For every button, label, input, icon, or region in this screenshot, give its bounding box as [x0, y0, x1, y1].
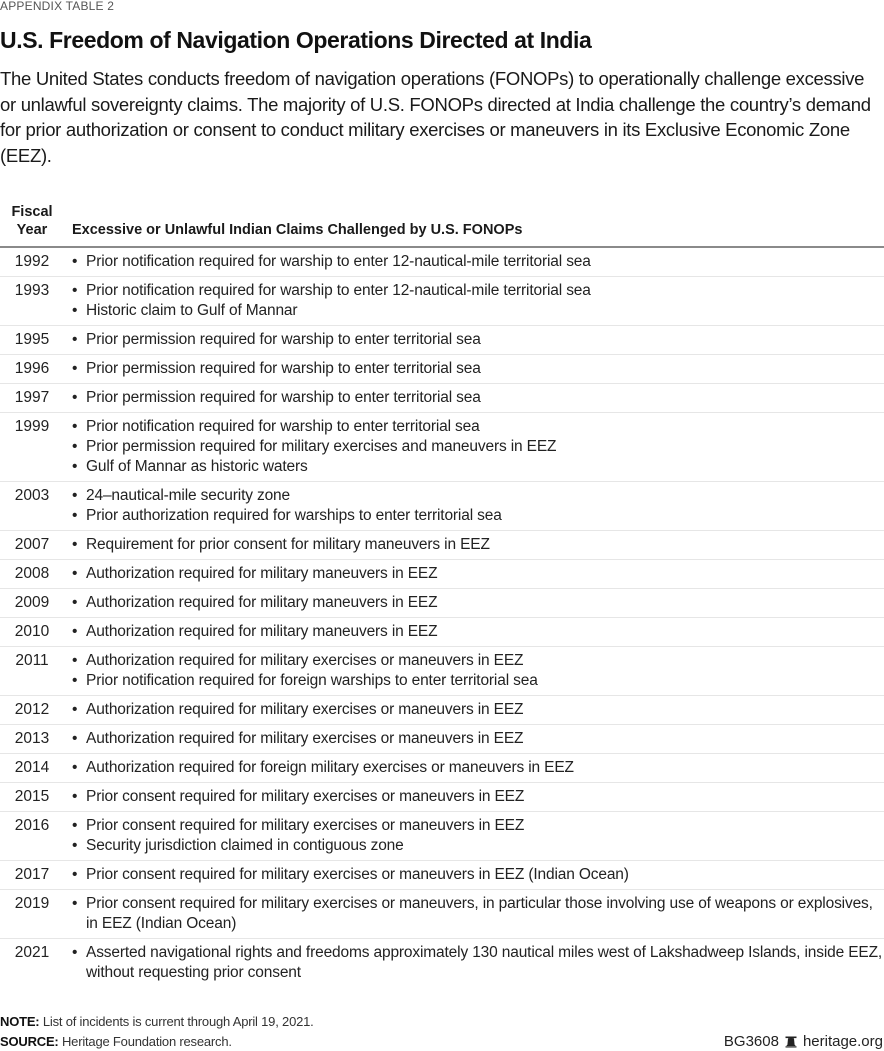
table-body [0, 248, 884, 987]
claim-item: • Gulf of Mannar as historic waters [72, 457, 884, 477]
claim-item: • Authorization required for military exercises or maneuvers in EEZ [72, 729, 884, 749]
column-header-fiscal-year: Fiscal Year [11, 204, 53, 238]
fiscal-year-cell: 2007 [14, 536, 50, 553]
fiscal-year-cell: 2014 [14, 759, 50, 776]
claim-item: • Requirement for prior consent for military maneuvers in EEZ [72, 535, 884, 555]
table-row [0, 277, 884, 326]
claim-item: • Prior authorization required for warships to enter territorial sea [72, 506, 884, 526]
table-row [0, 939, 884, 987]
source-text: Heritage Foundation research. [58, 1034, 232, 1049]
table-row [0, 696, 884, 725]
fiscal-year-cell: 2015 [14, 788, 50, 805]
claims-cell [64, 330, 884, 350]
fiscal-year-cell: 2010 [14, 623, 50, 640]
claims-cell [64, 865, 884, 885]
claim-item: • Prior notification required for warship to enter territorial sea [72, 417, 884, 437]
claim-item: • Prior permission required for warship to enter territorial sea [72, 359, 884, 379]
claims-cell [64, 943, 884, 983]
note-label: NOTE: [0, 1014, 40, 1029]
claim-item: • Prior notification required for foreign warships to enter territorial sea [72, 671, 884, 691]
claims-cell [64, 359, 884, 379]
claim-item: • 24–nautical-mile security zone [72, 486, 884, 506]
fiscal-year-cell: 1992 [14, 253, 50, 270]
footer-source [0, 1034, 232, 1049]
claims-cell [64, 593, 884, 613]
claim-item: • Prior notification required for warship to enter 12-nautical-mile territorial sea [72, 252, 884, 272]
claim-item: • Prior consent required for military exercises or maneuvers in EEZ [72, 787, 884, 807]
claim-item: • Prior consent required for military exercises or maneuvers in EEZ (Indian Ocean) [72, 865, 884, 885]
claim-item: • Authorization required for military exercises or maneuvers in EEZ [72, 651, 884, 671]
claims-cell [64, 894, 884, 934]
claim-item: • Asserted navigational rights and freedoms approximately 130 nautical miles west of Lakshadweep Islands, inside EEZ, without requesting prior consent [72, 943, 884, 983]
table-row [0, 248, 884, 277]
table-row [0, 482, 884, 531]
fiscal-year-cell: 1999 [14, 418, 50, 435]
claim-item: • Prior permission required for warship to enter territorial sea [72, 388, 884, 408]
fiscal-year-cell: 2019 [14, 895, 50, 912]
table-row [0, 618, 884, 647]
claims-cell [64, 417, 884, 477]
fonop-table [0, 203, 884, 987]
claims-cell [64, 758, 884, 778]
eyebrow-label: APPENDIX TABLE 2 [0, 0, 115, 13]
fiscal-year-cell: 1996 [14, 360, 50, 377]
claim-item: • Prior notification required for warship to enter 12-nautical-mile territorial sea [72, 281, 884, 301]
table-row [0, 560, 884, 589]
table-row [0, 861, 884, 890]
claims-cell [64, 700, 884, 720]
claim-item: • Prior permission required for warship to enter territorial sea [72, 330, 884, 350]
claims-cell [64, 622, 884, 642]
claims-cell [64, 388, 884, 408]
fiscal-year-cell: 2003 [14, 487, 50, 504]
claims-cell [64, 651, 884, 691]
table-row [0, 355, 884, 384]
claims-cell [64, 564, 884, 584]
claims-cell [64, 787, 884, 807]
fiscal-year-cell: 1993 [14, 282, 50, 299]
intro-paragraph: The United States conducts freedom of navigation operations (FONOPs) to operationally challenge excessive or unlawful sovereignty claims. The majority of U.S. FONOPs directed at India challenge the country’s demand for prior authorization or consent to conduct military exercises or maneuvers in its Exclusive Economic Zone (EEZ). [0, 68, 871, 166]
fiscal-year-cell: 2016 [14, 817, 50, 834]
fiscal-year-cell: 1995 [14, 331, 50, 348]
claim-item: • Authorization required for military exercises or maneuvers in EEZ [72, 700, 884, 720]
table-row [0, 754, 884, 783]
claims-cell [64, 535, 884, 555]
source-label: SOURCE: [0, 1034, 59, 1049]
table-row [0, 812, 884, 861]
claims-cell [64, 729, 884, 749]
table-row [0, 725, 884, 754]
fiscal-year-cell: 1997 [14, 389, 50, 406]
claim-item: • Historic claim to Gulf of Mannar [72, 301, 884, 321]
claims-cell [64, 816, 884, 856]
site-link[interactable]: heritage.org [802, 1033, 883, 1050]
brand-credit [724, 1033, 883, 1050]
fiscal-year-cell: 2012 [14, 701, 50, 718]
column-header-claims: Excessive or Unlawful Indian Claims Challenged by U.S. FONOPs [72, 222, 523, 238]
table-row [0, 531, 884, 560]
table-row [0, 326, 884, 355]
page-title: U.S. Freedom of Navigation Operations Directed at India [0, 27, 592, 53]
claim-item: • Security jurisdiction claimed in contiguous zone [72, 836, 884, 856]
claims-cell [64, 281, 884, 321]
claims-cell [64, 486, 884, 526]
claim-item: • Prior permission required for military exercises and maneuvers in EEZ [72, 437, 884, 457]
claims-cell [64, 252, 884, 272]
fiscal-year-cell: 2017 [14, 866, 50, 883]
fiscal-year-cell: 2021 [14, 944, 50, 961]
table-row [0, 647, 884, 696]
footer-note [0, 1014, 314, 1029]
table-row [0, 413, 884, 482]
table-row [0, 384, 884, 413]
liberty-bell-icon [785, 1036, 797, 1048]
claim-item: • Authorization required for military maneuvers in EEZ [72, 564, 884, 584]
table-row [0, 890, 884, 939]
fiscal-year-cell: 2009 [14, 594, 50, 611]
claim-item: • Authorization required for military maneuvers in EEZ [72, 622, 884, 642]
table-row [0, 589, 884, 618]
table-row [0, 783, 884, 812]
note-text: List of incidents is current through April 19, 2021. [39, 1014, 314, 1029]
claim-item: • Prior consent required for military exercises or maneuvers in EEZ [72, 816, 884, 836]
fiscal-year-cell: 2008 [14, 565, 50, 582]
table-header [0, 203, 884, 248]
claim-item: • Authorization required for military maneuvers in EEZ [72, 593, 884, 613]
fiscal-year-cell: 2013 [14, 730, 50, 747]
report-id: BG3608 [723, 1033, 779, 1050]
fiscal-year-cell: 2011 [15, 652, 49, 669]
claim-item: • Authorization required for foreign military exercises or maneuvers in EEZ [72, 758, 884, 778]
claim-item: • Prior consent required for military exercises or maneuvers, in particular those involving use of weapons or explosives, in EEZ (Indian Ocean) [72, 894, 884, 934]
